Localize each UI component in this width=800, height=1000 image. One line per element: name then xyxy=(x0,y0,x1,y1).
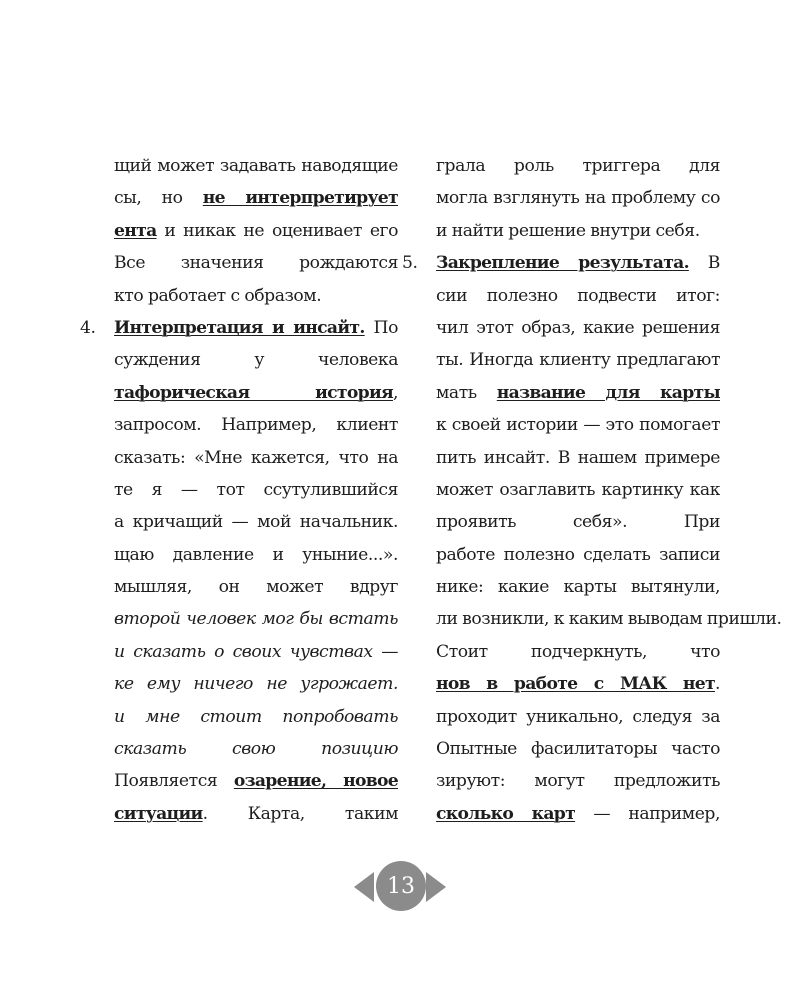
text-line: сказать: «Мне кажется, что на xyxy=(114,447,398,468)
text-line: Появляется озарение, новое xyxy=(114,765,398,797)
text-line: Стоит подчеркнуть, что xyxy=(436,641,720,662)
text-line: зируют: могут предложить xyxy=(436,771,720,792)
emphasis: сколько карт xyxy=(436,803,576,824)
text-line: а кричащий — мой начальник. xyxy=(114,512,398,533)
quote: ке ему ничего не угрожает. xyxy=(114,674,398,695)
text-line xyxy=(114,603,398,635)
text-line: работе полезно сделать записи xyxy=(436,544,720,565)
text-line: могла взглянуть на проблему со xyxy=(436,188,720,209)
text-line: Опытные фасилитаторы часто xyxy=(436,739,720,760)
emphasis: ситуации xyxy=(114,803,203,824)
text-line: ента и никак не оценивает его xyxy=(114,220,398,241)
text-line: сы, но не интерпретирует xyxy=(114,182,398,214)
text-line: Все значения рождаются xyxy=(114,253,398,274)
text-line: запросом. Например, клиент xyxy=(114,415,398,436)
list-item-5-line: 5. Закрепление результата. В xyxy=(402,253,720,274)
text-line xyxy=(114,733,398,765)
quote: сказать свою позицию xyxy=(114,739,398,760)
text-line: те я — тот ссутулившийся xyxy=(114,479,398,500)
text-line: сии полезно подвести итог: xyxy=(436,285,720,306)
emphasis: озарение, новое xyxy=(233,771,398,792)
text-line: к своей истории — это помогает xyxy=(436,415,720,436)
next-page-arrow-icon[interactable] xyxy=(426,872,446,902)
text-line: грала роль триггера для xyxy=(436,156,720,176)
quote: и сказать о своих чувствах — xyxy=(114,641,398,662)
text-line: ли возникли, к каким выводам пришли. xyxy=(436,609,782,630)
text-line: и найти решение внутри себя. xyxy=(436,220,700,241)
text-line: кто работает с образом. xyxy=(114,285,322,306)
text-line: сколько карт — например, xyxy=(436,803,720,824)
text-line: ты. Иногда клиенту предлагают xyxy=(436,350,720,371)
emphasis: название для карты xyxy=(496,382,720,403)
emphasis: нов в работе с МАК нет xyxy=(436,674,715,695)
text-line: щий может задавать наводящие xyxy=(114,156,398,176)
text-line: проявить себя». При xyxy=(436,512,720,533)
text-line: ситуации. Карта, таким xyxy=(114,803,398,824)
text-line: нике: какие карты вытянули, xyxy=(436,577,720,598)
page-navigation xyxy=(352,858,448,914)
emphasis: Интерпретация и инсайт. xyxy=(114,317,365,338)
emphasis: ента xyxy=(114,220,157,241)
text-line: чил этот образ, какие решения xyxy=(436,317,720,338)
text-line xyxy=(114,701,398,733)
left-column xyxy=(80,150,398,830)
page-number: 13 xyxy=(376,861,426,911)
text-line: мышляя, он может вдруг xyxy=(114,577,398,598)
prev-page-arrow-icon[interactable] xyxy=(354,872,374,902)
text-line xyxy=(114,636,398,668)
text-line: мать название для карты xyxy=(436,382,720,403)
emphasis: тафорическая история xyxy=(114,382,393,403)
text-line: может озаглавить картинку как xyxy=(436,479,720,500)
text-line: тафорическая история, xyxy=(114,382,398,403)
emphasis: Закрепление результата. xyxy=(436,253,689,274)
text-line: суждения у человека xyxy=(114,350,398,371)
text-line: пить инсайт. В нашем примере xyxy=(436,447,720,468)
text-line xyxy=(114,668,398,700)
list-item-4-line: 4. Интерпретация и инсайт. По xyxy=(80,317,398,338)
text-line: проходит уникально, следуя за xyxy=(436,706,720,727)
text-line: щаю давление и уныние...». xyxy=(114,544,398,565)
emphasis: не интерпретирует xyxy=(202,188,398,209)
quote: второй человек мог бы встать xyxy=(114,609,398,630)
quote: и мне стоит попробовать xyxy=(114,706,398,727)
text-line: нов в работе с МАК нет. xyxy=(436,674,720,695)
right-column xyxy=(402,150,782,830)
